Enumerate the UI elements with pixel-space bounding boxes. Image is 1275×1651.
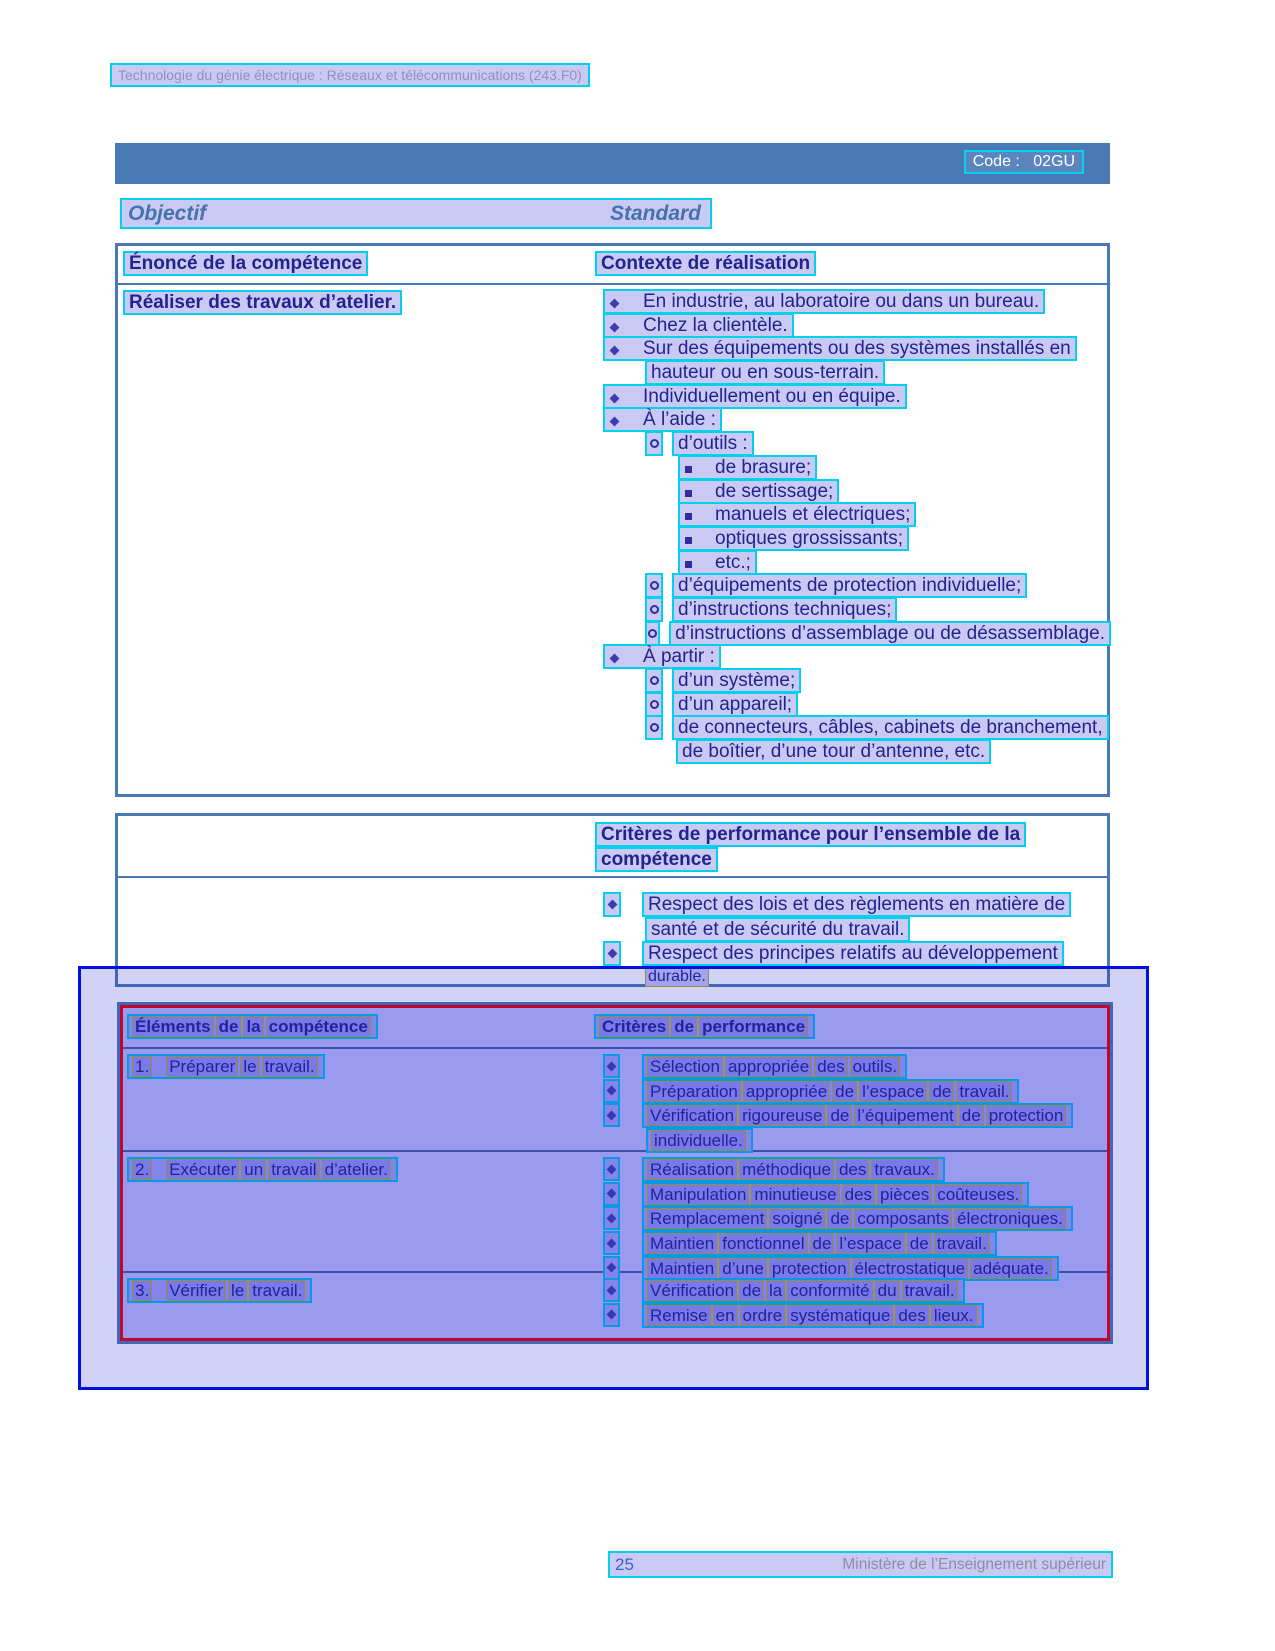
word-highlight: minutieuse [751,1184,839,1205]
word-highlight: de [739,1280,764,1301]
element-number [132,1281,154,1300]
table3-col2-header [594,1014,815,1039]
diamond-bullet-icon [610,654,620,664]
context-subsubitem [603,550,1111,574]
word-highlight: Remise [647,1305,711,1326]
context-subsubitem [603,502,1111,526]
title-banner [115,143,1110,184]
word-highlight: adéquate. [970,1258,1052,1279]
circle-bullet-icon [650,700,659,709]
global-criteria-list [603,892,1111,990]
word-highlight: individuelle. [651,1130,746,1151]
elements-criteria-table [117,1002,1113,1344]
criterion-text [642,1182,1029,1207]
context-subsubitem [603,455,1111,479]
word-highlight: d’une [719,1258,767,1279]
word-highlight: le [228,1280,247,1301]
word-highlight: fonctionnel [719,1233,807,1254]
document-header [110,63,590,87]
criterion-item [603,1278,1108,1303]
diamond-bullet-box [603,1303,620,1327]
criterion-continuation [603,966,1111,991]
word-highlight: coûteuses. [934,1184,1022,1205]
diamond-bullet-icon [607,1110,617,1120]
page-footer [608,1551,1113,1578]
word-highlight: de [810,1233,835,1254]
criterion-continuation [603,1128,1108,1153]
diamond-bullet-box [603,1278,620,1302]
context-subsubitem [603,526,1111,550]
table2-header-line: Critères de performance pour l’ensemble de la [595,822,1026,847]
context-item [603,644,1111,668]
criterion-continuation [603,917,1111,942]
section-titles [120,198,712,229]
table1-header-row [118,246,1107,285]
context-list [603,289,1111,763]
criterion-item [603,892,1111,917]
word-highlight: de [959,1105,984,1126]
context-item [603,336,1111,360]
diamond-bullet-icon [610,299,620,309]
criterion-text [642,1231,997,1256]
circle-bullet-icon [648,629,657,638]
context-item-text: d’équipements de protection individuelle; [678,575,1022,597]
diamond-bullet-icon [610,322,620,332]
element-cell [127,1157,398,1182]
context-subitem [603,715,1111,739]
criterion-text: Respect des lois et des règlements en matière de [648,894,1066,915]
circle-bullet-box [645,715,663,740]
word-highlight: travail. [902,1280,958,1301]
word-highlight: protection [986,1105,1067,1126]
word-highlight: Exécuter [166,1159,239,1180]
word-highlight: Critères [599,1016,669,1037]
context-item-text: d’un système; [678,670,796,691]
word-highlight: de [827,1105,852,1126]
criterion-item [603,1206,1108,1231]
context-item-continuation [603,360,1111,384]
square-bullet-icon [685,466,692,473]
competence-statement: Réaliser des travaux d’atelier. [123,290,402,315]
competence-context-table [115,243,1110,797]
context-item-text: de boîtier, d’une tour d’antenne, etc. [682,741,986,763]
circle-bullet-box [645,621,660,646]
context-item-text: À l’aide : [643,409,716,431]
word-highlight: lieux. [931,1305,977,1326]
word-highlight: pièces [877,1184,932,1205]
criterion-item [603,1054,1108,1079]
word-highlight: des [842,1184,875,1205]
criterion-item [603,941,1111,966]
diamond-bullet-icon [607,1189,617,1199]
document-header-text: Technologie du génie électrique : Réseaux et télécommunications (243.F0) [118,67,582,83]
context-subsubitem [603,479,1111,503]
word-highlight: un [241,1159,266,1180]
element-text [166,1281,307,1300]
context-item-text: d’un appareil; [678,693,793,715]
context-item-text: Sur des équipements ou des systèmes installés en [643,338,1071,360]
word-highlight: systématique [787,1305,893,1326]
word-highlight: travail. [249,1280,305,1301]
word-highlight: d’atelier. [322,1159,391,1180]
criterion-item [603,1303,1108,1328]
context-item-text: Chez la clientèle. [643,314,788,336]
table1-col1-header: Énoncé de la compétence [123,251,368,276]
criterion-text [645,966,711,987]
context-subitem [603,573,1111,597]
criterion-text [642,1079,1019,1104]
context-item-text: En industrie, au laboratoire ou dans un bureau. [643,291,1040,312]
diamond-bullet-icon [607,1263,617,1273]
context-subitem [603,431,1111,455]
criterion-item [603,1079,1108,1104]
context-item-text: etc.; [715,551,751,573]
table2-header-row [118,816,1107,878]
page-number: 25 [615,1554,634,1574]
diamond-bullet-icon [607,1086,617,1096]
table3-col1-header [127,1014,378,1039]
table-row [123,1152,1107,1278]
standard-title: Standard [610,202,702,225]
element-text [166,1160,393,1179]
word-highlight: Vérification [647,1280,737,1301]
circle-bullet-box [645,431,663,456]
element-text [166,1057,319,1076]
word-highlight: Réalisation [647,1159,737,1180]
word-highlight: de [216,1016,242,1037]
word-highlight: travail [268,1159,319,1180]
criterion-text [646,1128,753,1153]
context-item [603,313,1111,337]
context-item-text: de brasure; [715,456,812,478]
criterion-text [642,1303,984,1328]
context-item-text: manuels et électriques; [715,504,911,526]
word-highlight: des [895,1305,928,1326]
word-highlight: électroniques. [954,1208,1066,1229]
word-highlight: 2. [132,1159,152,1180]
word-highlight: de [907,1233,932,1254]
context-subitem [603,668,1111,692]
global-criteria-table [115,813,1110,987]
word-highlight: performance [699,1016,808,1037]
word-highlight: de [929,1081,954,1102]
word-highlight: Manipulation [647,1184,749,1205]
square-bullet-icon [685,490,692,497]
word-highlight: compétence [266,1016,371,1037]
criteria-cell [603,1054,1108,1153]
word-highlight: le [240,1056,259,1077]
circle-bullet-icon [650,676,659,685]
criterion-text: santé et de sécurité du travail. [651,918,905,940]
context-item-text: hauteur ou en sous-terrain. [651,362,880,384]
word-highlight: appropriée [743,1081,830,1102]
context-item-continuation [603,739,1111,763]
word-highlight: ordre [740,1305,786,1326]
word-highlight: Préparer [166,1056,238,1077]
word-highlight: Maintien [647,1233,717,1254]
word-highlight: Éléments [132,1016,214,1037]
word-highlight: l’équipement [854,1105,956,1126]
table3-header-row [123,1008,1107,1049]
table3-red-annotation-frame [120,1005,1110,1341]
ministry-label: Ministère de l’Enseignement supérieur [842,1555,1106,1573]
criteria-cell [603,1278,1108,1327]
square-bullet-icon [685,513,692,520]
circle-bullet-box [645,573,663,598]
diamond-bullet-box [603,1206,620,1230]
diamond-bullet-box [603,1157,620,1181]
word-highlight: Remplacement [647,1208,767,1229]
word-highlight: électrostatique [852,1258,969,1279]
word-highlight: Préparation [647,1081,741,1102]
circle-bullet-box [645,692,663,717]
context-item [603,384,1111,408]
element-number [132,1160,154,1179]
context-item-text: À partir : [643,646,715,668]
context-subitem [603,621,1111,645]
word-highlight: la [243,1016,263,1037]
criterion-text [642,1157,945,1182]
criterion-item [603,1103,1108,1128]
circle-bullet-icon [650,581,659,590]
code-badge: Code : 02GU [964,150,1084,174]
word-highlight: méthodique [739,1159,834,1180]
word-highlight: soigné [769,1208,825,1229]
word-highlight: travail. [956,1081,1012,1102]
table1-col2-header: Contexte de réalisation [595,251,816,276]
square-bullet-icon [685,561,692,568]
objectif-title: Objectif [128,202,207,225]
word-highlight: l’espace [859,1081,927,1102]
word-highlight: protection [769,1258,850,1279]
word-highlight: du [875,1280,900,1301]
context-subitem [603,597,1111,621]
diamond-bullet-icon [607,1164,617,1174]
criterion-item [603,1157,1108,1182]
word-highlight: Maintien [647,1258,717,1279]
context-item-text: d’instructions techniques; [678,598,892,620]
circle-bullet-box [645,597,663,622]
word-highlight: des [814,1056,847,1077]
diamond-bullet-box [603,941,621,966]
word-highlight: de [827,1208,852,1229]
diamond-bullet-icon [607,1285,617,1295]
word-highlight: l’espace [836,1233,904,1254]
diamond-bullet-icon [607,949,617,959]
element-number [132,1057,154,1076]
word-highlight: rigoureuse [739,1105,825,1126]
criterion-item [603,1182,1108,1207]
criterion-item [603,1231,1108,1256]
diamond-bullet-icon [607,1213,617,1223]
table-row [123,1049,1107,1152]
word-highlight: en [713,1305,738,1326]
circle-bullet-icon [650,605,659,614]
word-highlight: des [836,1159,869,1180]
criterion-text [642,1206,1073,1231]
diamond-bullet-box [603,1079,620,1103]
context-item-text: de sertissage; [715,480,834,502]
word-highlight: appropriée [725,1056,812,1077]
word-highlight: composants [854,1208,952,1229]
diamond-bullet-icon [610,393,620,403]
circle-bullet-icon [650,723,659,732]
criterion-text [642,1278,965,1303]
word-highlight: conformité [787,1280,872,1301]
word-highlight: Vérifier [166,1280,226,1301]
diamond-bullet-icon [610,346,620,356]
diamond-bullet-box [603,1182,620,1206]
word-highlight: la [766,1280,785,1301]
circle-bullet-box [645,668,663,693]
square-bullet-icon [685,537,692,544]
table2-header-line: compétence [595,847,718,872]
diamond-bullet-icon [607,1238,617,1248]
diamond-bullet-icon [607,1061,617,1071]
element-cell [127,1278,312,1303]
diamond-bullet-icon [610,417,620,427]
context-item-text: Individuellement ou en équipe. [643,385,901,407]
diamond-bullet-box [603,1103,620,1127]
diamond-bullet-icon [607,900,617,910]
context-item [603,407,1111,431]
criterion-text [642,1054,907,1079]
table2-col2-header [595,822,1075,872]
word-highlight: outils. [850,1056,900,1077]
word-highlight: Sélection [647,1056,723,1077]
element-cell [127,1054,325,1079]
diamond-bullet-box [603,892,621,917]
diamond-bullet-box [603,1231,620,1255]
context-subitem [603,692,1111,716]
context-item-text: d’instructions d’assemblage ou de désassemblage. [675,622,1105,644]
criterion-text: Respect des principes relatifs au développement [648,943,1058,965]
criterion-text [642,1103,1073,1128]
context-item-text: d’outils : [678,433,748,455]
word-highlight: de [671,1016,697,1037]
table-row [123,1273,1107,1335]
context-item-text: de connecteurs, câbles, cabinets de branchement, [678,717,1103,739]
circle-bullet-icon [650,439,659,448]
context-item-text: optiques grossissants; [715,527,903,549]
word-highlight: travaux. [871,1159,937,1180]
diamond-bullet-icon [607,1310,617,1320]
word-highlight: travail. [934,1233,990,1254]
diamond-bullet-box [603,1054,620,1078]
word-highlight: durable. [645,966,709,987]
word-highlight: 1. [132,1056,152,1077]
word-highlight: Vérification [647,1105,737,1126]
word-highlight: de [832,1081,857,1102]
word-highlight: 3. [132,1280,152,1301]
criteria-cell [603,1157,1108,1280]
word-highlight: travail. [262,1056,318,1077]
context-item [603,289,1111,313]
